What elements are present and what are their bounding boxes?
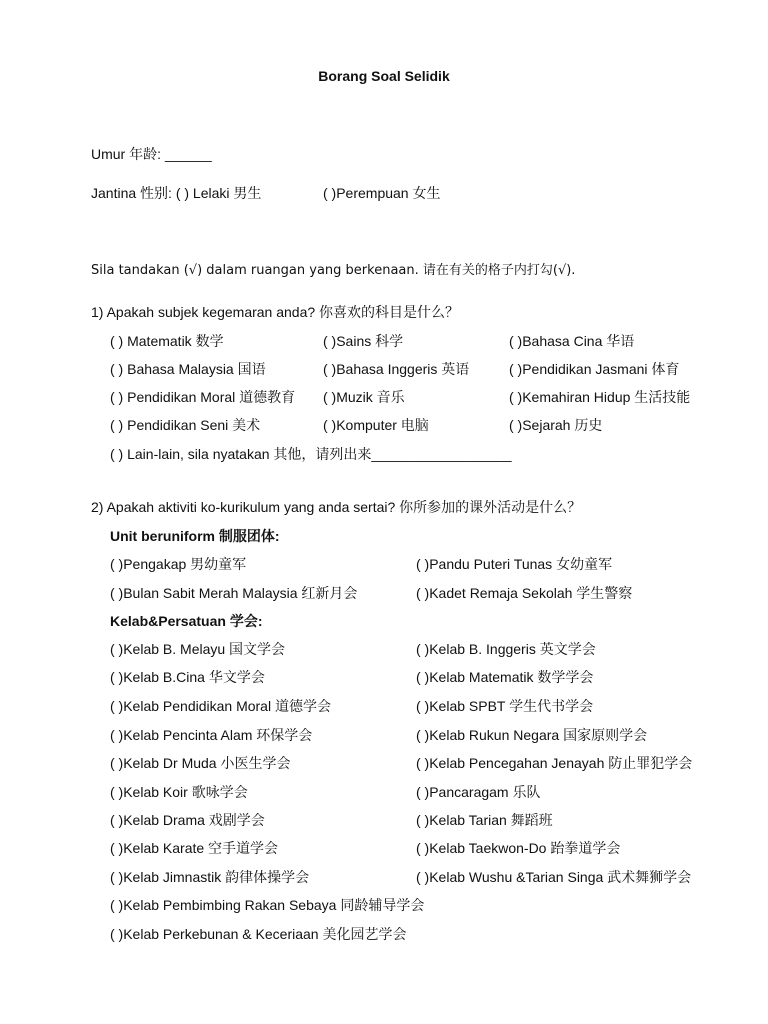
- subject-option: ( )Komputer 电脑: [323, 417, 429, 433]
- activity-option: ( )Pandu Puteri Tunas 女幼童军: [416, 556, 613, 572]
- club-option: ( )Kelab B.Cina 华文学会: [110, 669, 265, 685]
- instruction-text: Sila tandakan (√) dalam ruangan yang berkenaan. 请在有关的格子内打勾(√).: [91, 263, 576, 278]
- club-option: ( )Kelab B. Melayu 国文学会: [110, 641, 286, 657]
- page-title: Borang Soal Selidik: [318, 68, 450, 84]
- club-option: ( )Kelab Perkebunan & Keceriaan 美化园艺学会: [110, 926, 407, 942]
- subject-option: ( ) Matematik 数学: [110, 333, 224, 349]
- club-option: ( )Kelab Wushu &Tarian Singa 武术舞狮学会: [416, 869, 692, 885]
- club-option: ( )Kelab Pembimbing Rakan Sebaya 同龄辅导学会: [110, 897, 425, 913]
- subject-option: ( ) Pendidikan Moral 道德教育: [110, 389, 296, 405]
- club-option: ( )Kelab Pencegahan Jenayah 防止罪犯学会: [416, 755, 693, 771]
- activity-option: ( )Kadet Remaja Sekolah 学生警察: [416, 585, 633, 601]
- subject-option: ( )Sains 科学: [323, 333, 404, 349]
- club-option: ( )Kelab Drama 戏剧学会: [110, 812, 265, 828]
- club-option: ( )Kelab Dr Muda 小医生学会: [110, 755, 291, 771]
- club-option: ( )Kelab B. Inggeris 英文学会: [416, 641, 596, 657]
- uniform-unit-heading: Unit beruniform 制服团体:: [110, 528, 280, 544]
- subject-option: ( )Kemahiran Hidup 生活技能: [509, 389, 691, 405]
- club-option: ( )Kelab SPBT 学生代书学会: [416, 698, 594, 714]
- gender-female-option: ( )Perempuan 女生: [323, 185, 441, 201]
- subject-option: ( )Muzik 音乐: [323, 389, 405, 405]
- age-field: Umur 年龄: ______: [91, 146, 212, 162]
- club-option: ( )Kelab Jimnastik 韵律体操学会: [110, 869, 310, 885]
- question-2: 2) Apakah aktiviti ko-kurikulum yang anda sertai? 你所参加的课外活动是什么？: [91, 499, 582, 515]
- club-option: ( )Kelab Matematik 数学学会: [416, 669, 594, 685]
- club-option: ( )Kelab Pencinta Alam 环保学会: [110, 727, 313, 743]
- subject-other-option: ( ) Lain-lain, sila nyatakan 其他，请列出来__________________: [110, 446, 512, 462]
- activity-option: ( )Bulan Sabit Merah Malaysia 红新月会: [110, 585, 358, 601]
- club-option: ( )Kelab Tarian 舞蹈班: [416, 812, 553, 828]
- club-heading: Kelab&Persatuan 学会:: [110, 613, 263, 629]
- club-option: ( )Kelab Rukun Negara 国家原则学会: [416, 727, 648, 743]
- subject-option: ( ) Bahasa Malaysia 国语: [110, 361, 266, 377]
- question-1: 1) Apakah subjek kegemaran anda? 你喜欢的科目是什么？: [91, 304, 460, 320]
- club-option: ( )Kelab Karate 空手道学会: [110, 840, 279, 856]
- club-option: ( )Pancaragam 乐队: [416, 784, 541, 800]
- club-option: ( )Kelab Koir 歌咏学会: [110, 784, 248, 800]
- club-option: ( )Kelab Taekwon-Do 跆拳道学会: [416, 840, 621, 856]
- subject-option: ( )Bahasa Inggeris 英语: [323, 361, 470, 377]
- gender-male-option: Jantina 性别: ( ) Lelaki 男生: [91, 185, 262, 201]
- subject-option: ( )Pendidikan Jasmani 体育: [509, 361, 680, 377]
- subject-option: ( ) Pendidikan Seni 美术: [110, 417, 261, 433]
- subject-option: ( )Sejarah 历史: [509, 417, 603, 433]
- activity-option: ( )Pengakap 男幼童军: [110, 556, 247, 572]
- club-option: ( )Kelab Pendidikan Moral 道德学会: [110, 698, 331, 714]
- subject-option: ( )Bahasa Cina 华语: [509, 333, 635, 349]
